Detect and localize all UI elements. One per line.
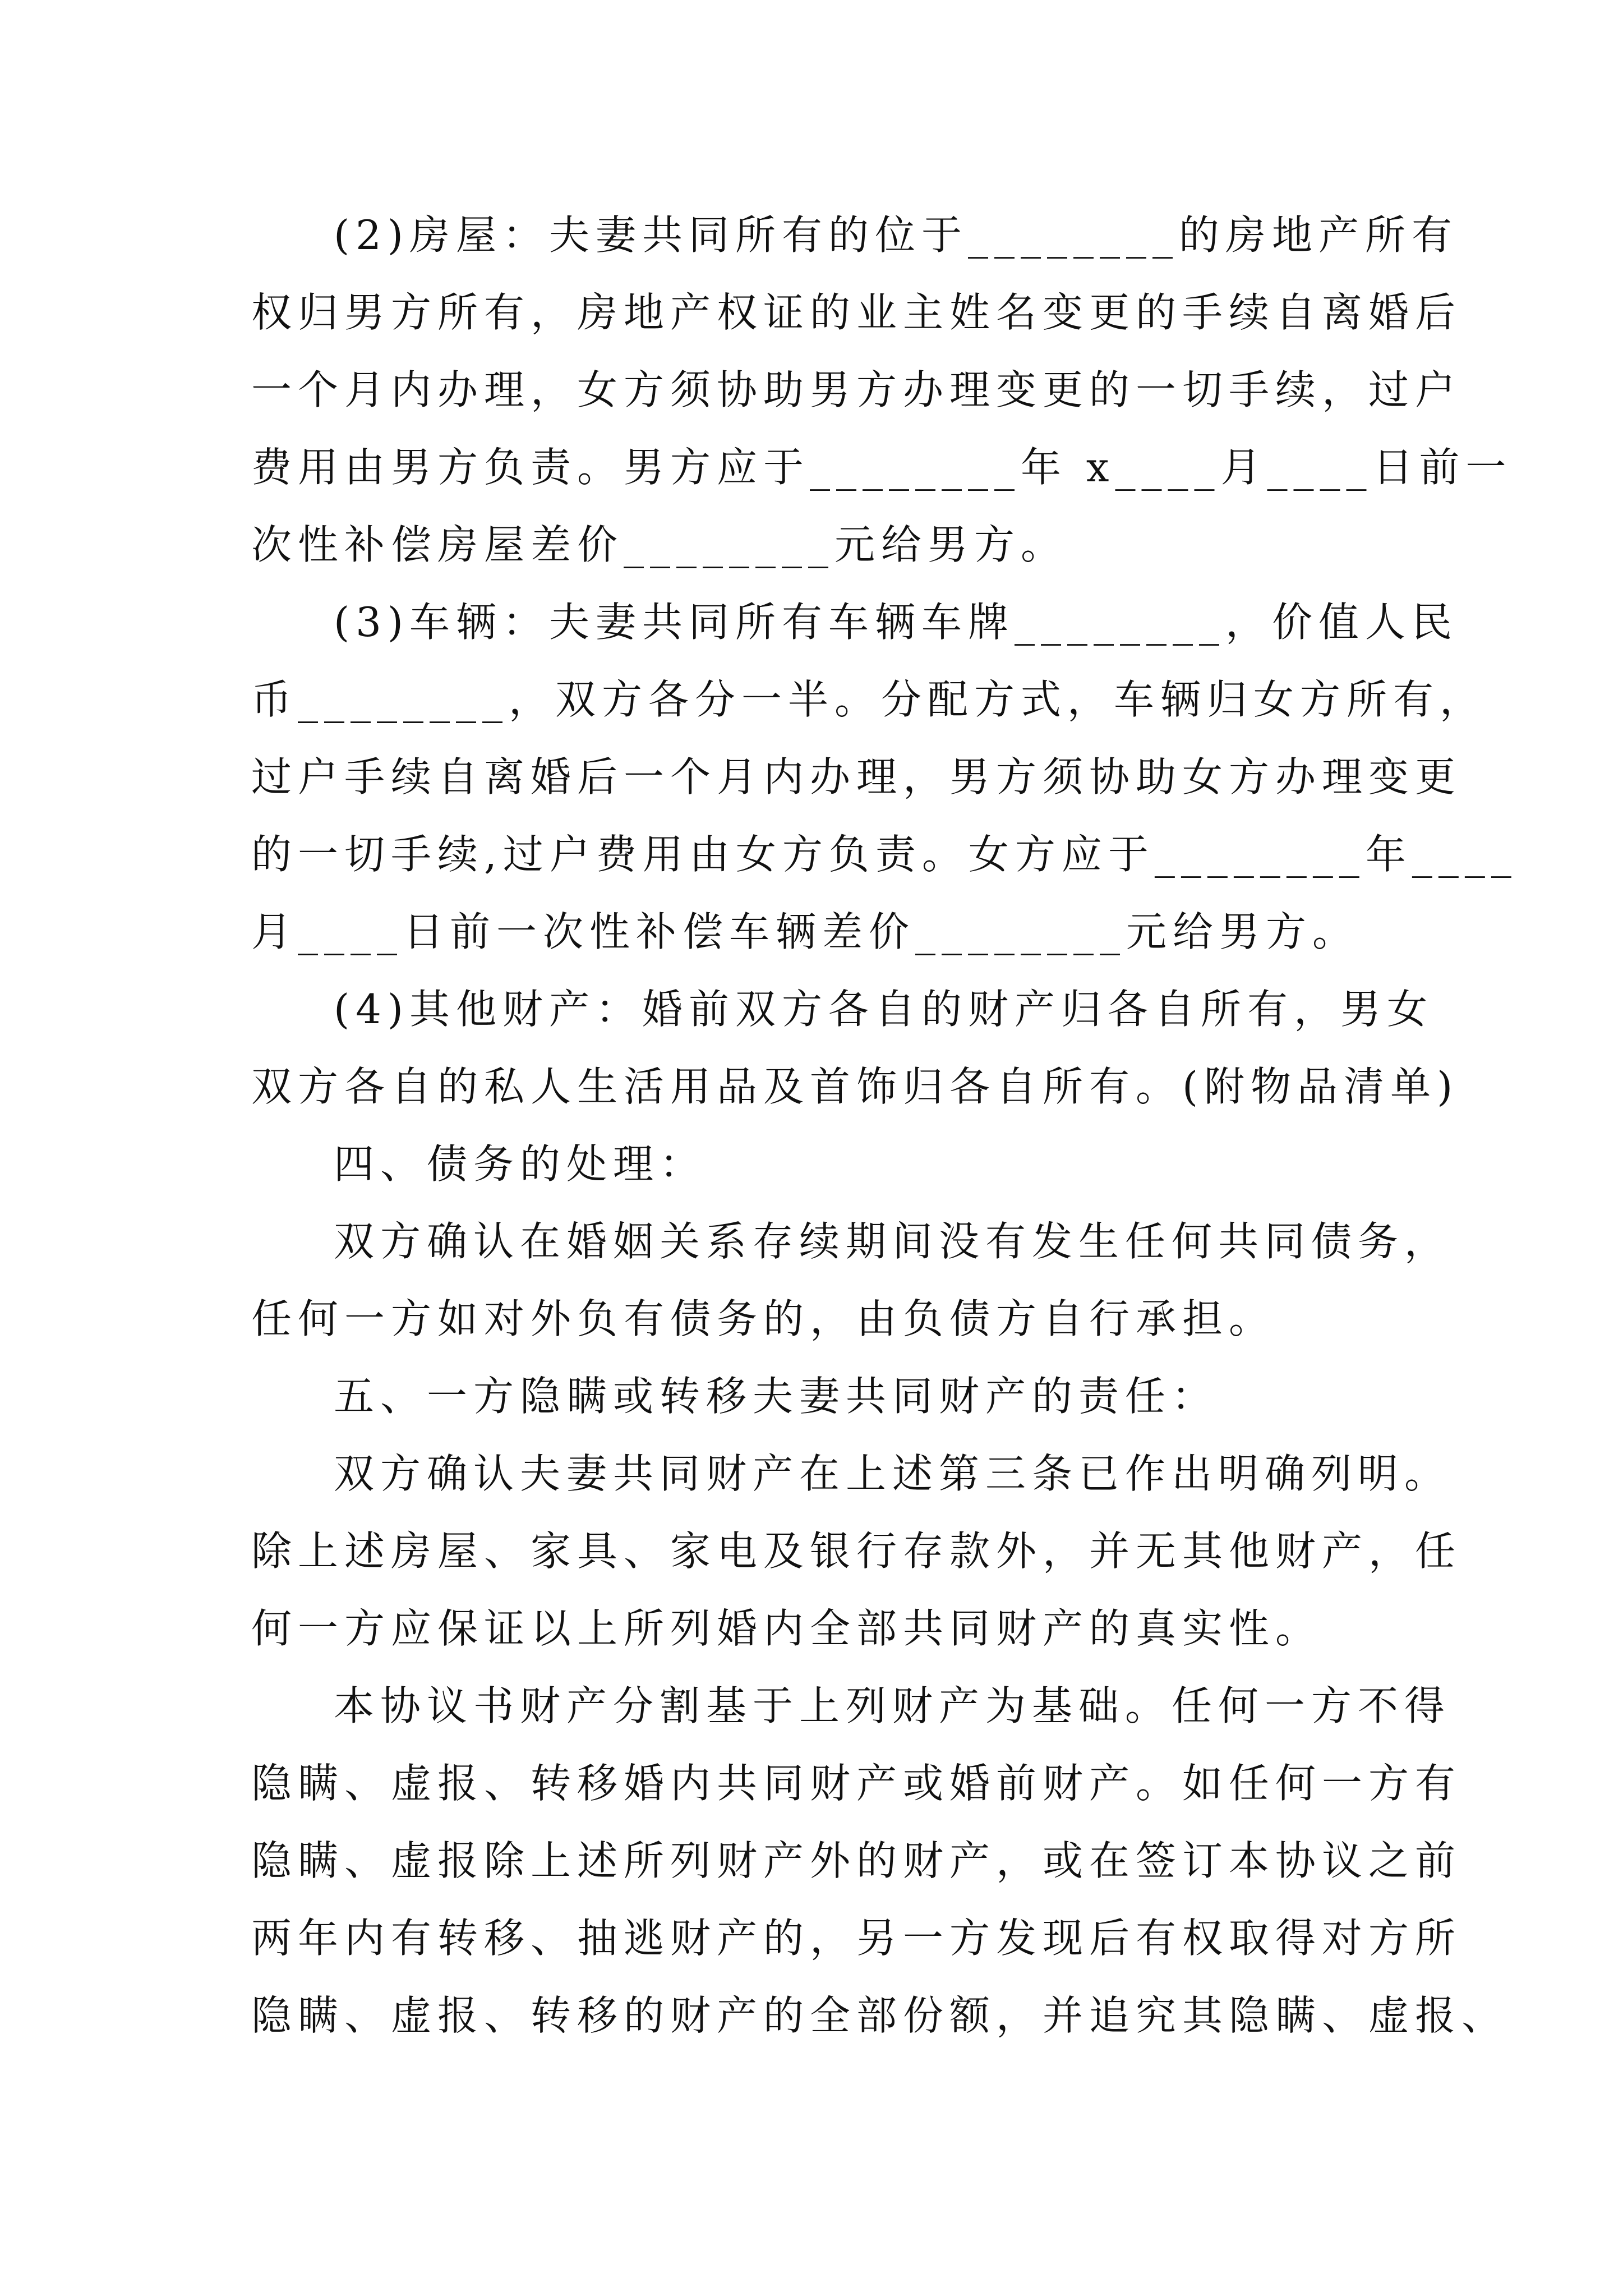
text-line: (4)其他财产：婚前双方各自的财产归各自所有，男女 [334,986,1433,1033]
text-line: 何一方应保证以上所列婚内全部共同财产的真实性。 [251,1605,1322,1652]
text-line: 任何一方如对外负有债务的，由负债方自行承担。 [251,1295,1276,1342]
section-heading: 四、债务的处理： [334,1140,707,1188]
text-line: 月____日前一次性补偿车辆差价________元给男方。 [251,908,1359,955]
text-line: 本协议书财产分割基于上列财产为基础。任何一方不得 [334,1682,1451,1729]
text-line: (2)房屋：夫妻共同所有的位于________的房地产所有 [334,211,1458,259]
text-line: 除上述房屋、家具、家电及银行存款外，并无其他财产，任 [251,1527,1462,1575]
text-line: 隐瞒、虚报、转移婚内共同财产或婚前财产。如任何一方有 [251,1760,1462,1807]
text-line: 次性补偿房屋差价________元给男方。 [251,521,1068,568]
document-body [251,196,1518,2054]
text-line: 的一切手续,过户费用由女方负责。女方应于________年____ [251,831,1518,878]
text-line: 费用由男方负责。男方应于________年 x____月____日前一 [251,444,1513,491]
section-heading: 五、一方隐瞒或转移夫妻共同财产的责任： [334,1373,1219,1420]
text-line: 过户手续自离婚后一个月内办理，男方须协助女方办理变更 [251,753,1462,800]
text-line: 隐瞒、虚报除上述所列财产外的财产，或在签订本协议之前 [251,1837,1462,1884]
text-line: 权归男方所有，房地产权证的业主姓名变更的手续自离婚后 [251,289,1462,336]
text-line: 隐瞒、虚报、转移的财产的全部份额，并追究其隐瞒、虚报、 [251,1992,1509,2039]
text-line: 双方各自的私人生活用品及首饰归各自所有。(附物品清单) [251,1063,1459,1110]
text-line: 一个月内办理，女方须协助男方办理变更的一切手续，过户 [251,366,1462,413]
text-line: 双方确认夫妻共同财产在上述第三条已作出明确列明。 [334,1450,1451,1497]
text-line: (3)车辆：夫妻共同所有车辆车牌________，价值人民 [334,599,1458,646]
text-line: 双方确认在婚姻关系存续期间没有发生任何共同债务， [334,1218,1451,1265]
text-line: 币________，双方各分一半。分配方式，车辆归女方所有， [251,676,1487,723]
text-line: 两年内有转移、抽逃财产的，另一方发现后有权取得对方所 [251,1915,1462,1962]
